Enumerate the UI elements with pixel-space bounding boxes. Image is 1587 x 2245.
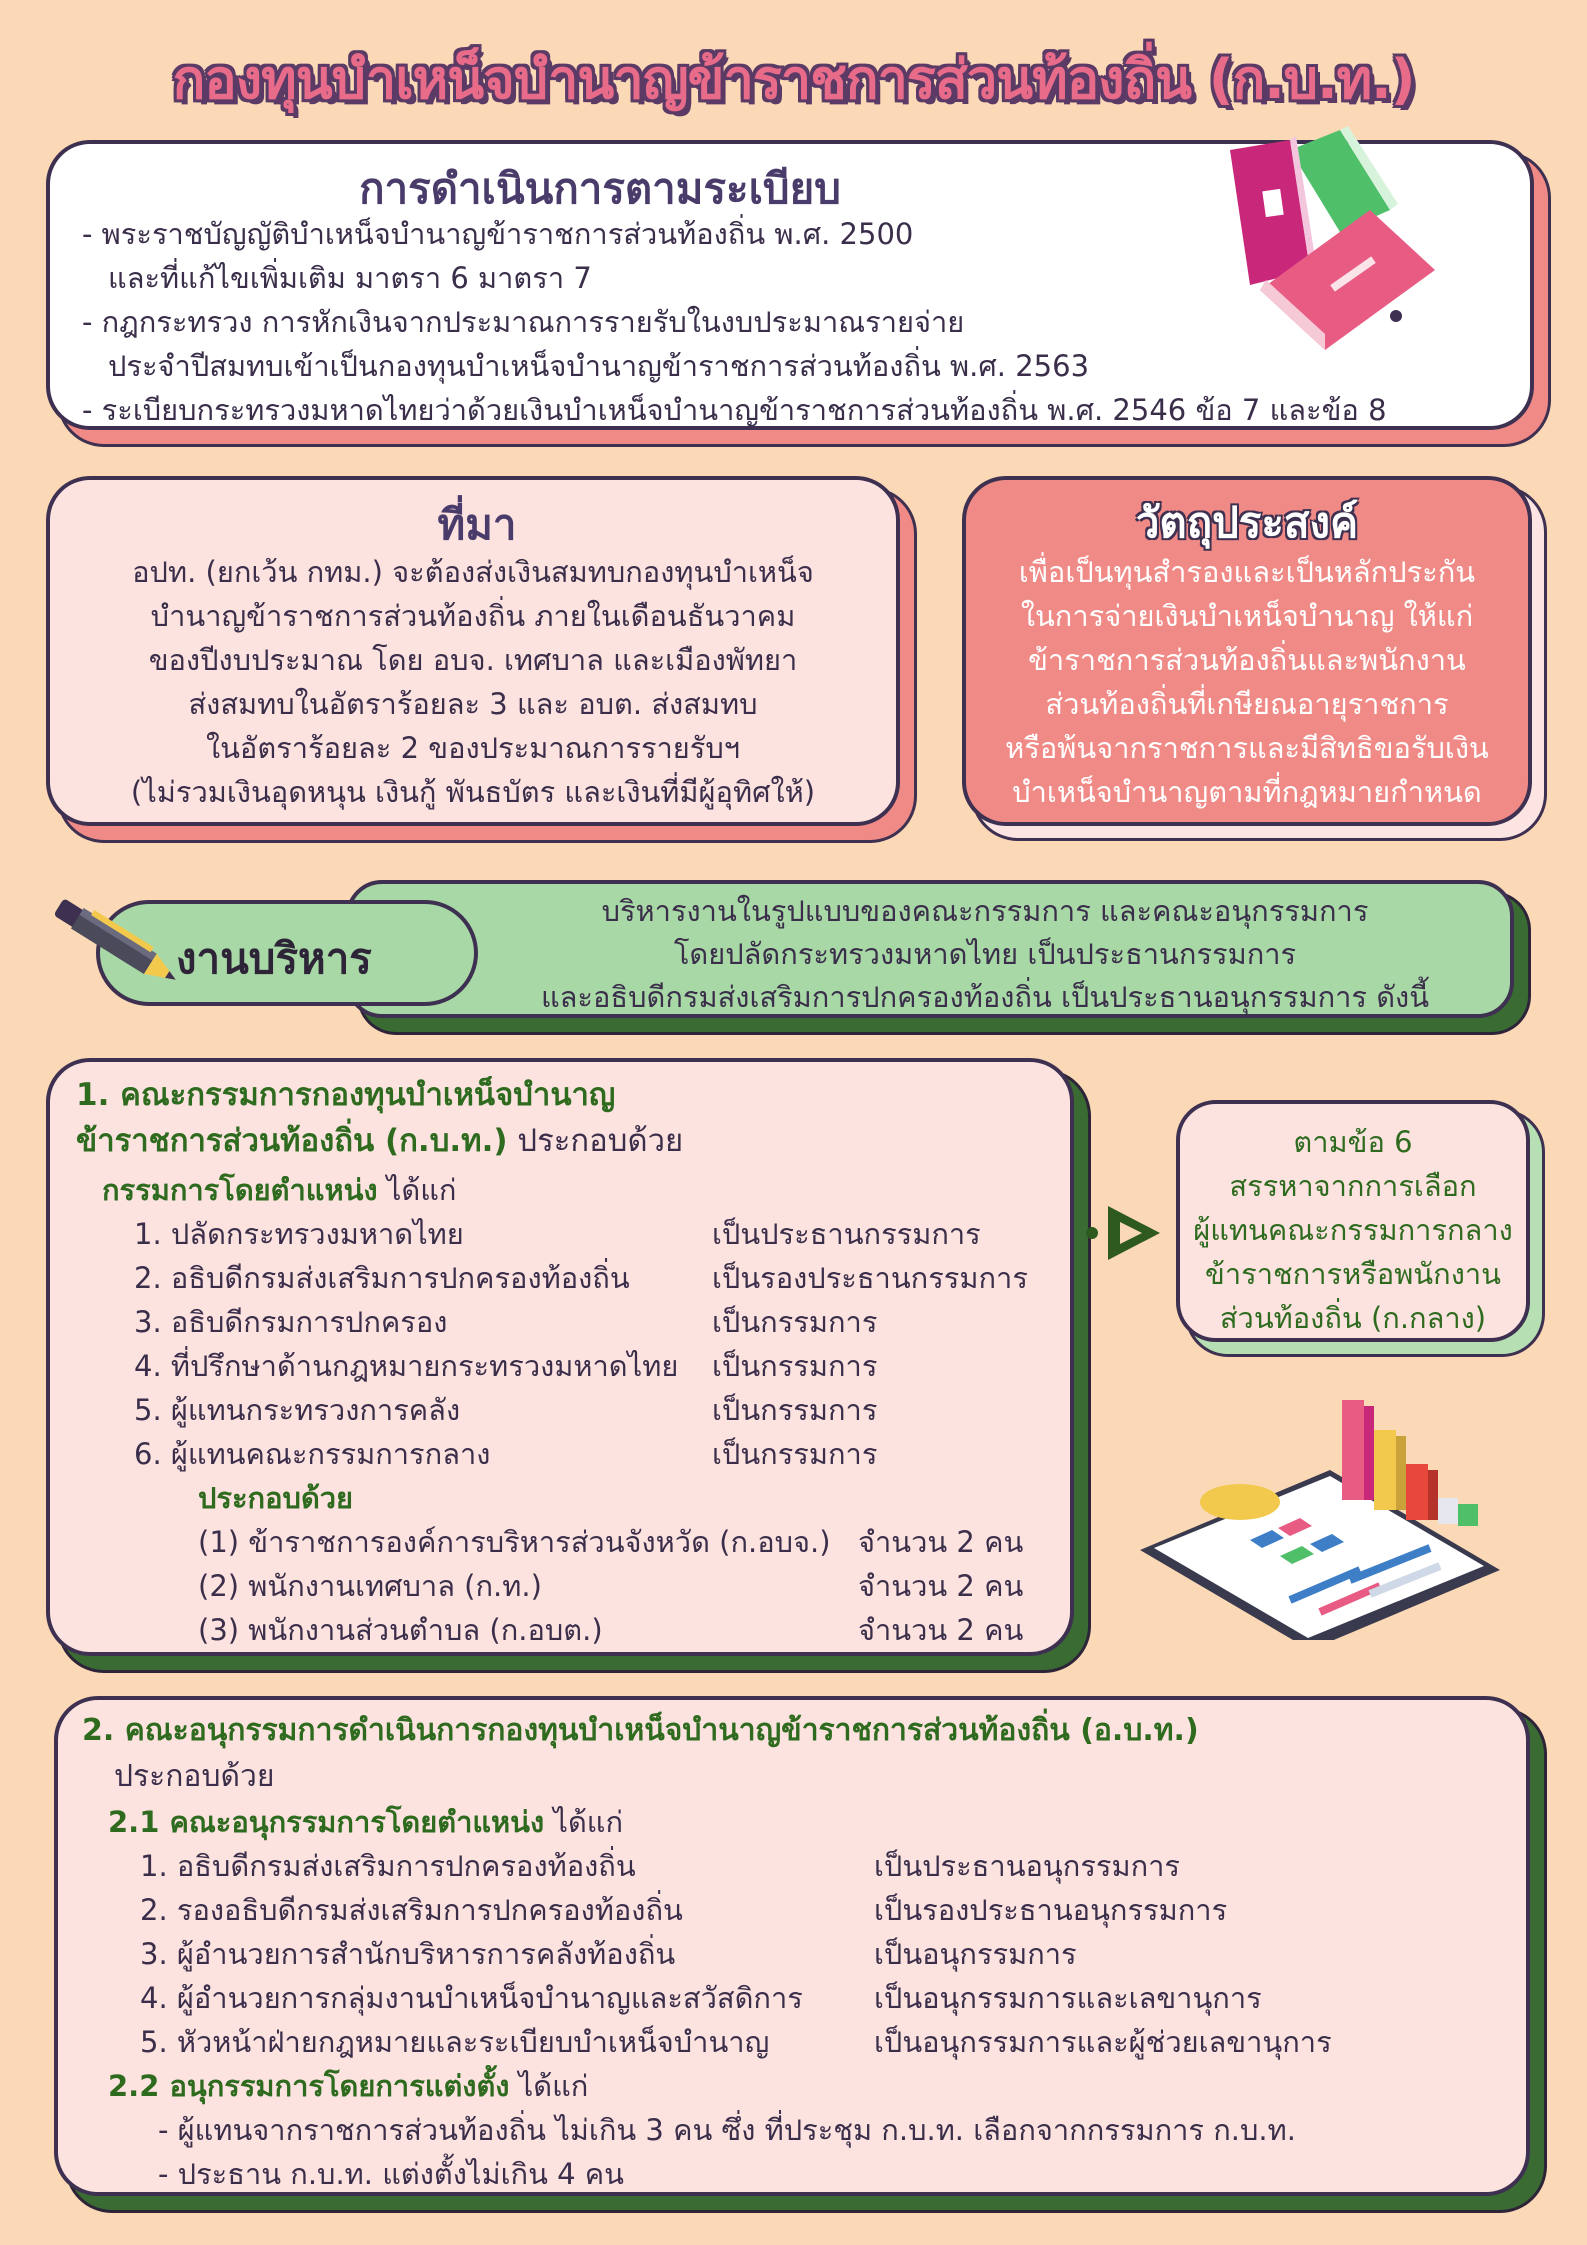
member-name: 2. รองอธิบดีกรมส่งเสริมการปกครองท้องถิ่น	[140, 1893, 683, 1927]
subcommittee-members	[140, 1844, 1520, 2064]
source-line: บำนาญข้าราชการส่วนท้องถิ่น ภายในเดือนธันวาคม	[150, 599, 796, 633]
table-row	[140, 1976, 1520, 2020]
committee-ex-officio-suffix: ได้แก่	[377, 1173, 457, 1207]
list-item	[198, 1564, 1074, 1608]
regulation-item-2-line-2: ประจำปีสมทบเข้าเป็นกองทุนบำเหน็จบำนาญข้าราชการส่วนท้องถิ่น พ.ศ. 2563	[108, 349, 1090, 383]
regulation-heading: การดำเนินการตามระเบียบ	[359, 164, 841, 213]
source-line: ส่งสมทบในอัตราร้อยละ 3 และ อบต. ส่งสมทบ	[188, 687, 758, 721]
note-line: ตามข้อ 6	[1293, 1125, 1413, 1159]
objective-line: หรือพ้นจากราชการและมีสิทธิขอรับเงิน	[1005, 731, 1489, 765]
committee-sub-heading	[102, 1168, 456, 1212]
committee-heading	[76, 1072, 1056, 1164]
list-item: - ประธาน ก.บ.ท. แต่งตั้งไม่เกิน 4 คน	[158, 2157, 625, 2191]
admin-text	[460, 890, 1510, 1019]
clipboard-icon	[1140, 1470, 1500, 1640]
list-item	[198, 1520, 1074, 1564]
objective-line: เพื่อเป็นทุนสำรองและเป็นหลักประกัน	[1018, 555, 1476, 589]
table-row	[140, 1888, 1520, 1932]
table-row	[134, 1388, 1074, 1432]
table-row	[134, 1344, 1074, 1388]
source-text	[50, 550, 896, 814]
regulation-item-2-line-1: - กฎกระทรวง การหักเงินจากประมาณการรายรับในงบประมาณรายจ่าย	[82, 305, 965, 339]
subcommittee-card	[54, 1696, 1530, 2196]
member-name: 3. ผู้อำนวยการสำนักบริหารการคลังท้องถิ่น	[140, 1937, 676, 1971]
committee-ex-officio-label: กรรมการโดยตำแหน่ง	[102, 1173, 378, 1207]
subcommittee-sec2-label: 2.2 อนุกรรมการโดยการแต่งตั้ง	[108, 2069, 510, 2103]
source-heading: ที่มา	[437, 500, 517, 549]
member-name: 3. อธิบดีกรมการปกครอง	[134, 1305, 448, 1339]
regulation-item-1-line-1: - พระราชบัญญัติบำเหน็จบำนาญข้าราชการส่วนท้องถิ่น พ.ศ. 2500	[82, 217, 914, 251]
rep-count: จำนวน 2 คน	[858, 1569, 1024, 1603]
member-name: 4. ผู้อำนวยการกลุ่มงานบำเหน็จบำนาญและสวัสดิการ	[140, 1981, 803, 2015]
note-line: ส่วนท้องถิ่น (ก.กลาง)	[1219, 1301, 1487, 1335]
table-row	[140, 1844, 1520, 1888]
member-role: เป็นรองประธานอนุกรรมการ	[874, 1893, 1228, 1927]
rep-name: (3) พนักงานส่วนตำบล (ก.อบต.)	[198, 1613, 603, 1647]
rep-name: (1) ข้าราชการองค์การบริหารส่วนจังหวัด (ก.อบจ.)	[198, 1525, 831, 1559]
subcommittee-sec1-suffix: ได้แก่	[544, 1805, 624, 1839]
note-text	[1180, 1120, 1526, 1340]
member-role: เป็นอนุกรรมการ	[874, 1937, 1077, 1971]
subcommittee-composed: ประกอบด้วย	[114, 1759, 275, 1794]
play-arrow-icon	[1080, 1198, 1170, 1268]
admin-line: โดยปลัดกระทรวงมหาดไทย เป็นประธานกรรมการ	[673, 937, 1297, 971]
objective-line: บำเหน็จบำนาญตามที่กฎหมายกำหนด	[1012, 775, 1482, 809]
list-item: - ผู้แทนจากราชการส่วนท้องถิ่น ไม่เกิน 3 คน ซึ่ง ที่ประชุม ก.บ.ท. เลือกจากกรรมการ ก.บ.ท.	[158, 2113, 1296, 2147]
note-card	[1176, 1100, 1530, 1342]
subcommittee-appointed	[158, 2108, 1518, 2196]
subcommittee-sec2-heading	[108, 2064, 588, 2108]
table-row	[140, 1932, 1520, 1976]
member-role: เป็นกรรมการ	[712, 1305, 878, 1339]
member-role: เป็นกรรมการ	[712, 1349, 878, 1383]
committee-heading-line-2: ข้าราชการส่วนท้องถิ่น (ก.บ.ท.)	[76, 1123, 508, 1159]
source-line: ของปีงบประมาณ โดย อบจ. เทศบาล และเมืองพัทยา	[148, 643, 798, 677]
source-line: ในอัตราร้อยละ 2 ของประมาณการรายรับฯ	[205, 731, 741, 765]
table-row	[134, 1212, 1074, 1256]
table-row	[134, 1432, 1074, 1476]
rep-name: (2) พนักงานเทศบาล (ก.ท.)	[198, 1569, 542, 1603]
subcommittee-sec2-suffix: ได้แก่	[509, 2069, 589, 2103]
note-line: สรรหาจากการเลือก	[1229, 1169, 1477, 1203]
member-name: 1. ปลัดกระทรวงมหาดไทย	[134, 1217, 464, 1251]
member-role: เป็นอนุกรรมการและเลขานุการ	[874, 1981, 1262, 2015]
objective-card	[962, 476, 1532, 826]
page-title: กองทุนบำเหน็จบำนาญข้าราชการส่วนท้องถิ่น (ก.บ.ท.)	[172, 48, 1415, 111]
list-item	[198, 1608, 1074, 1652]
composed-of-label	[134, 1476, 1074, 1520]
committee-card	[46, 1058, 1074, 1656]
objective-line: ข้าราชการส่วนท้องถิ่นและพนักงาน	[1028, 643, 1466, 677]
member-role: เป็นประธานกรรมการ	[712, 1217, 981, 1251]
member-role: เป็นรองประธานกรรมการ	[712, 1261, 1028, 1295]
member-role: เป็นกรรมการ	[712, 1393, 878, 1427]
member-role: เป็นกรรมการ	[712, 1437, 878, 1471]
subcommittee-heading	[82, 1708, 1502, 1800]
member-name: 1. อธิบดีกรมส่งเสริมการปกครองท้องถิ่น	[140, 1849, 636, 1883]
committee-heading-suffix: ประกอบด้วย	[507, 1123, 684, 1159]
member-name: 2. อธิบดีกรมส่งเสริมการปกครองท้องถิ่น	[134, 1261, 630, 1295]
admin-banner	[346, 880, 1514, 1018]
subcommittee-title: 2. คณะอนุกรรมการดำเนินการกองทุนบำเหน็จบำนาญข้าราชการส่วนท้องถิ่น (อ.บ.ท.)	[82, 1713, 1199, 1748]
objective-line: ในการจ่ายเงินบำเหน็จบำนาญ ให้แก่	[1020, 599, 1474, 633]
objective-text	[966, 550, 1528, 814]
note-line: ผู้แทนคณะกรรมการกลาง	[1193, 1213, 1513, 1247]
regulation-item-1-line-2: และที่แก้ไขเพิ่มเติม มาตรา 6 มาตรา 7	[108, 261, 592, 295]
table-row	[134, 1256, 1074, 1300]
note-line: ข้าราชการหรือพนักงาน	[1205, 1257, 1501, 1291]
committee-heading-line-1: 1. คณะกรรมการกองทุนบำเหน็จบำนาญ	[76, 1077, 616, 1113]
pencil-icon	[40, 888, 190, 998]
composed-of-text: ประกอบด้วย	[198, 1481, 354, 1515]
table-row	[140, 2020, 1520, 2064]
admin-label: งานบริหาร	[176, 934, 372, 983]
clipboard-chart-illustration	[1130, 1380, 1510, 1640]
regulation-item-3-line-1: - ระเบียบกระทรวงมหาดไทยว่าด้วยเงินบำเหน็จบำนาญข้าราชการส่วนท้องถิ่น พ.ศ. 2546 ข้อ 7 และข้อ 8	[82, 393, 1387, 427]
member-name: 5. หัวหน้าฝ่ายกฎหมายและระเบียบบำเหน็จบำนาญ	[140, 2025, 770, 2059]
subcommittee-sec1-heading	[108, 1800, 623, 1844]
member-role: เป็นประธานอนุกรรมการ	[874, 1849, 1181, 1883]
books-illustration	[1220, 120, 1450, 350]
rep-count: จำนวน 2 คน	[858, 1525, 1024, 1559]
objective-line: ส่วนท้องถิ่นที่เกษียณอายุราชการ	[1045, 687, 1449, 721]
member-name: 6. ผู้แทนคณะกรรมการกลาง	[134, 1437, 491, 1471]
rep-count: จำนวน 2 คน	[858, 1613, 1024, 1647]
admin-line: และอธิบดีกรมส่งเสริมการปกครองท้องถิ่น เป็นประธานอนุกรรมการ ดังนี้	[540, 980, 1430, 1014]
source-line: อปท. (ยกเว้น กทม.) จะต้องส่งเงินสมทบกองทุนบำเหน็จ	[132, 555, 814, 589]
source-line: (ไม่รวมเงินอุดหนุน เงินกู้ พันธบัตร และเงินที่มีผู้อุทิศให้)	[130, 775, 816, 809]
subcommittee-sec1-label: 2.1 คณะอนุกรรมการโดยตำแหน่ง	[108, 1805, 545, 1839]
member-name: 4. ที่ปรึกษาด้านกฎหมายกระทรวงมหาดไทย	[134, 1349, 679, 1383]
member-name: 5. ผู้แทนกระทรวงการคลัง	[134, 1393, 461, 1427]
objective-heading: วัตถุประสงค์	[1135, 498, 1359, 547]
table-row	[134, 1300, 1074, 1344]
member-role: เป็นอนุกรรมการและผู้ช่วยเลขานุการ	[874, 2025, 1332, 2059]
regulation-card	[46, 140, 1534, 430]
admin-line: บริหารงานในรูปแบบของคณะกรรมการ และคณะอนุกรรมการ	[601, 894, 1369, 928]
source-card	[46, 476, 900, 826]
committee-members	[134, 1212, 1074, 1652]
